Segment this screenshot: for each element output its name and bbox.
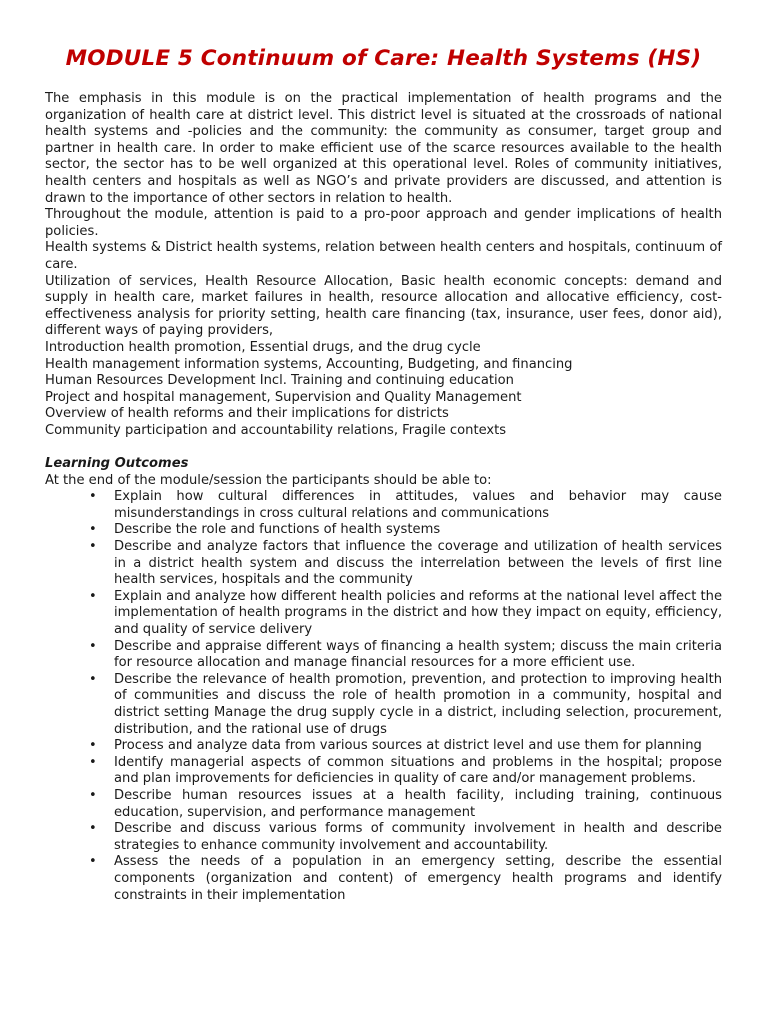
list-item [89,754,722,788]
bullet-icon: • [89,754,97,770]
intro-paragraph: Health systems & District health systems, relation between health centers and hospitals, continuum of care. [45,240,722,272]
learning-outcomes-lead: At the end of the module/session the participants should be able to: [45,472,492,488]
list-item-text: Describe and analyze factors that influence the coverage and utilization of health services in a district health system and discuss the interrelation between the levels of first line health services, hospitals and the community [114,539,722,588]
list-item-text: Identify managerial aspects of common situations and problems in the hospital; propose and plan improvements for deficiencies in quality of care and/or management problems. [114,754,722,787]
list-item-text: Describe human resources issues at a health facility, including training, continuous education, supervision, and performance management [114,787,722,820]
list-item [89,522,722,539]
list-item-text: Explain how cultural differences in attitudes, values and behavior may cause misunderstandings in cross cultural relations and communications [114,489,722,521]
bullet-icon: • [89,787,97,803]
list-item-text: Describe the role and functions of health systems [114,522,441,538]
intro-paragraph: Project and hospital management, Supervision and Quality Management [45,389,522,405]
document-page [45,44,722,904]
intro-paragraph: Human Resources Development Incl. Training and continuing education [45,373,514,389]
list-item-text: Describe and appraise different ways of financing a health system; discuss the main criteria for resource allocation and manage financial resources for a more efficient use. [114,638,722,671]
intro-paragraph: Community participation and accountability relations, Fragile contexts [45,422,507,438]
section-spacer [45,439,722,456]
bullet-icon: • [89,522,97,538]
list-item [89,787,722,821]
list-item [89,588,722,639]
intro-paragraph: Introduction health promotion, Essential drugs, and the drug cycle [45,339,481,355]
list-item-text: Process and analyze data from various sources at district level and use them for planning [114,738,702,754]
intro-paragraph: Throughout the module, attention is paid to a pro-poor approach and gender implications of health policies. [45,207,722,239]
list-item [89,489,722,522]
intro-paragraph: Overview of health reforms and their implications for districts [45,406,449,422]
bullet-icon: • [89,671,97,687]
learning-outcomes-section [45,456,722,904]
bullet-icon: • [89,854,97,870]
list-item-text: Describe the relevance of health promotion, prevention, and protection to improving health of communities and discuss the role of health promotion in a community, hospital and district setting Manage the drug supply cycle in a district, including selection, procurement, distribution, and the rational use of drugs [114,671,722,737]
list-item [89,738,722,755]
list-item [89,671,722,738]
bullet-icon: • [89,738,97,754]
learning-outcomes-heading: Learning Outcomes [45,456,189,472]
list-item-text: Describe and discuss various forms of community involvement in health and describe strategies to enhance community involvement and accountability. [114,821,722,853]
list-item [89,854,722,904]
list-item-text: Assess the needs of a population in an emergency setting, describe the essential components (organization and content) of emergency health programs and identify constraints in their implementation [114,854,722,903]
list-item-text: Explain and analyze how different health policies and reforms at the national level affect the implementation of health programs in the district and how they impact on equity, efficiency, and quality of service delivery [114,588,722,637]
list-item [89,638,722,672]
intro-paragraph: The emphasis in this module is on the practical implementation of health programs and the organization of health care at district level. This district level is situated at the crossroads of national health systems and -policies and the community: the community as consumer, target group and partner in health care. In order to make efficient use of the scarce resources available to the health sector, the sector has to be well organized at this operational level. Roles of community initiatives, health centers and hospitals as well as NGO’s and private providers are discussed, and attention is drawn to the importance of other sectors in relation to health. [45,91,722,206]
bullet-icon: • [89,489,97,505]
bullet-icon: • [89,821,97,837]
intro-paragraph: Utilization of services, Health Resource Allocation, Basic health economic concepts: demand and supply in health care, market failures in health, resource allocation and allocative efficiency, cost-effectiveness analysis for priority setting, health care financing (tax, insurance, user fees, donor aid), different ways of paying providers, [45,273,722,339]
intro-section [45,91,722,439]
bullet-icon: • [89,638,97,654]
module-title: MODULE 5 Continuum of Care: Health Systems (HS) [65,46,702,71]
list-item [89,539,722,589]
list-item [89,821,722,854]
bullet-icon: • [89,588,97,604]
intro-paragraph: Health management information systems, Accounting, Budgeting, and financing [45,356,573,372]
learning-outcomes-list [45,489,722,904]
bullet-icon: • [89,539,97,555]
